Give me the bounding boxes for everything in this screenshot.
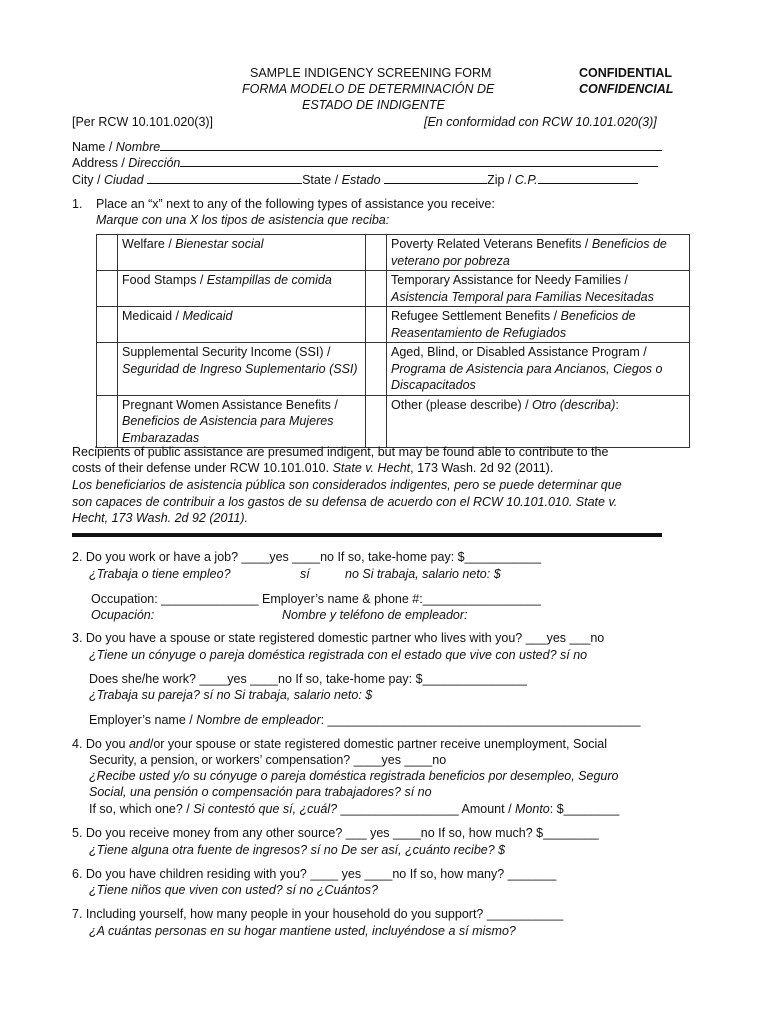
address-input-line[interactable] [180,155,658,167]
confidential-label: CONFIDENTIAL [579,66,673,80]
q2-text-en[interactable]: 2. Do you work or have a job? ____yes ____no If so, take-home pay: $___________ [72,550,542,564]
city-label-es: Ciudad [103,173,144,187]
medicaid-checkbox[interactable] [97,307,118,343]
name-label-es: Nombre [115,140,161,154]
address-label: Address / [72,156,129,170]
pregnant-women-label: Pregnant Women Assistance Benefits / Beneficios de Asistencia para Mujeres Embarazadas [118,395,366,448]
pregnant-women-checkbox[interactable] [97,395,118,448]
q1-text-es: Marque con una X los tipos de asistencia que reciba: [96,213,390,227]
city-input-line[interactable] [147,172,302,184]
q1-text-en: Place an “x” next to any of the following types of assistance you receive: [96,197,495,211]
refugee-checkbox[interactable] [366,307,387,343]
form-title-en: SAMPLE INDIGENCY SCREENING FORM [250,66,492,80]
recipients-es-1: Los beneficiarios de asistencia pública son considerados indigentes, pero se puede determinar que [72,478,622,492]
rcw-citation-en: [Per RCW 10.101.020(3)] [72,115,214,129]
state-label: State / [302,173,342,187]
occupation-line-en[interactable]: Occupation: ______________ Employer’s name & phone #:_________________ [91,592,541,606]
zip-label-es: C.P. [514,173,538,187]
recipients-es-2: son capaces de contribuir a los gastos de su defensa de acuerdo con el RCW 10.101.010. State v. [72,495,618,509]
city-state-zip-field[interactable] [72,172,638,187]
other-label: Other (please describe) / Otro (describa): [387,395,690,448]
table-row [97,395,690,448]
state-label-es: Estado [341,173,381,187]
welfare-checkbox[interactable] [97,235,118,271]
table-row [97,235,690,271]
name-field[interactable] [72,139,662,154]
medicaid-label: Medicaid / Medicaid [118,307,366,343]
q4-text-en-1: 4. Do you and/or your spouse or state registered domestic partner receive unemployment, Social [72,737,608,751]
zip-input-line[interactable] [538,172,638,184]
recipients-en-2: costs of their defense under RCW 10.101.010. State v. Hecht, 173 Wash. 2d 92 (2011). [72,461,554,475]
name-label: Name / [72,140,116,154]
q7-text-es: ¿A cuántas personas en su hogar mantiene usted, incluyéndose a sí mismo? [89,924,516,938]
name-input-line[interactable] [160,139,662,151]
veterans-label: Poverty Related Veterans Benefits / Beneficios de veterano por pobreza [387,235,690,271]
form-title-es-2: ESTADO DE INDIGENTE [302,98,445,112]
q6-text-en[interactable]: 6. Do you have children residing with you? ____ yes ____no If so, how many? _______ [72,867,557,881]
section-divider [72,533,662,537]
q4-text-es-2: Social, una pensión o compensación para trabajadores? sí no [89,785,432,799]
q5-text-es: ¿Tiene alguna otra fuente de ingresos? sí no De ser así, ¿cuánto recibe? $ [89,843,506,857]
abd-checkbox[interactable] [366,343,387,396]
state-input-line[interactable] [384,172,487,184]
spouse-work-en[interactable]: Does she/he work? ____yes ____no If so, take-home pay: $_______________ [89,672,527,686]
zip-label: Zip / [487,173,515,187]
q2-es-a: ¿Trabaja o tiene empleo? [89,567,231,581]
ssi-label: Supplemental Security Income (SSI) / Seguridad de Ingreso Suplementario (SSI) [118,343,366,396]
assistance-table [96,234,690,448]
veterans-checkbox[interactable] [366,235,387,271]
table-row [97,307,690,343]
abd-label: Aged, Blind, or Disabled Assistance Program / Programa de Asistencia para Ancianos, Ciegos o Discapacitados [387,343,690,396]
q4-which-amount-line[interactable]: If so, which one? / Si contestó que sí, ¿cuál? _________________ Amount / Monto: $________ [89,802,620,816]
city-label: City / [72,173,104,187]
spouse-work-es: ¿Trabaja su pareja? sí no Si trabaja, salario neto: $ [89,688,373,702]
q2-es-b: sí [300,567,310,581]
welfare-label: Welfare / Bienestar social [118,235,366,271]
table-row [97,271,690,307]
food-stamps-checkbox[interactable] [97,271,118,307]
other-checkbox[interactable] [366,395,387,448]
refugee-label: Refugee Settlement Benefits / Beneficios de Reasentamiento de Refugiados [387,307,690,343]
rcw-citation-es: [En conformidad con RCW 10.101.020(3)] [424,115,657,129]
recipients-es-3: Hecht, 173 Wash. 2d 92 (2011). [72,511,249,525]
food-stamps-label: Food Stamps / Estampillas de comida [118,271,366,307]
q4-text-en-2[interactable]: Security, a pension, or workers’ compensation? ____yes ____no [89,753,447,767]
q1-number: 1. [72,197,83,211]
tanf-label: Temporary Assistance for Needy Families / Asistencia Temporal para Familias Necesitadas [387,271,690,307]
q5-text-en[interactable]: 5. Do you receive money from any other source? ___ yes ____no If so, how much? $________ [72,826,599,840]
q3-text-es: ¿Tiene un cónyuge o pareja doméstica registrada con el estado que vive con usted? sí no [89,648,588,662]
employer-phone-es: Nombre y teléfono de empleador: [282,608,468,622]
address-label-es: Dirección [128,156,181,170]
confidencial-label: CONFIDENCIAL [579,82,674,96]
ssi-checkbox[interactable] [97,343,118,396]
recipients-en-1: Recipients of public assistance are presumed indigent, but may be found able to contribute to the [72,445,609,459]
occupation-es: Ocupación: [91,608,155,622]
q7-text-en[interactable]: 7. Including yourself, how many people in your household do you support? ___________ [72,907,564,921]
table-row [97,343,690,396]
q2-es-c: no Si trabaja, salario neto: $ [345,567,501,581]
form-title-es-1: FORMA MODELO DE DETERMINACIÓN DE [242,82,495,96]
address-field[interactable] [72,155,658,170]
q4-text-es-1: ¿Recibe usted y/o su cónyuge o pareja doméstica registrada beneficios por desempleo, Seguro [89,769,619,783]
tanf-checkbox[interactable] [366,271,387,307]
q3-text-en[interactable]: 3. Do you have a spouse or state registered domestic partner who lives with you? ___yes ___no [72,631,605,645]
q6-text-es: ¿Tiene niños que viven con usted? sí no ¿Cuántos? [89,883,378,897]
spouse-employer-line[interactable]: Employer’s name / Nombre de empleador: _____________________________________________ [89,713,641,727]
